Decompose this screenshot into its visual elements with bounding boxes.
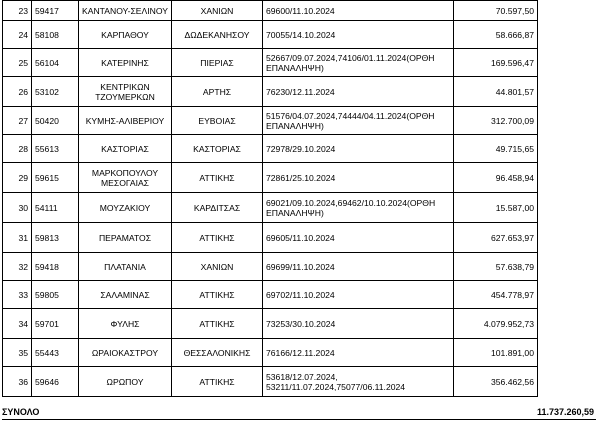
row-region: ΚΑΣΤΟΡΙΑΣ — [172, 135, 263, 163]
row-region: ΘΕΣΣΑΛΟΝΙΚΗΣ — [172, 339, 263, 367]
row-region: ΑΤΤΙΚΗΣ — [172, 367, 263, 397]
row-region: ΑΤΤΙΚΗΣ — [172, 163, 263, 193]
row-decision: 51576/04.07.2024,74444/04.11.2024(ΟΡΘΗ ΕΠΑΝΑΛΗΨΗ) — [263, 107, 454, 135]
row-municipality: ΚΑΡΠΑΘΟΥ — [79, 21, 172, 49]
total-row — [0, 406, 596, 420]
total-value: 11.737.260,59 — [536, 407, 594, 417]
total-label: ΣΥΝΟΛΟ — [2, 407, 40, 417]
row-index: 26 — [3, 77, 32, 107]
row-index: 35 — [3, 339, 32, 367]
row-amount: 627.653,97 — [454, 223, 538, 253]
row-region: ΕΥΒΟΙΑΣ — [172, 107, 263, 135]
row-amount: 58.666,87 — [454, 21, 538, 49]
row-amount: 454.778,97 — [454, 281, 538, 309]
row-index: 30 — [3, 193, 32, 223]
row-code: 55443 — [32, 339, 79, 367]
row-municipality: ΜΟΥΖΑΚΙΟΥ — [79, 193, 172, 223]
row-decision: 53618/12.07.2024, 53211/11.07.2024,75077/06.11.2024 — [263, 367, 454, 397]
row-amount: 49.715,65 — [454, 135, 538, 163]
row-region: ΑΤΤΙΚΗΣ — [172, 281, 263, 309]
row-code: 56104 — [32, 49, 79, 77]
table-row — [3, 49, 538, 77]
row-code: 59813 — [32, 223, 79, 253]
row-code: 59805 — [32, 281, 79, 309]
table-row — [3, 1, 538, 21]
row-index: 32 — [3, 253, 32, 281]
table-row — [3, 163, 538, 193]
row-region: ΧΑΝΙΩΝ — [172, 253, 263, 281]
row-code: 58108 — [32, 21, 79, 49]
row-index: 34 — [3, 309, 32, 339]
row-decision: 72861/25.10.2024 — [263, 163, 454, 193]
table-row — [3, 21, 538, 49]
row-index: 24 — [3, 21, 32, 49]
row-decision: 52667/09.07.2024,74106/01.11.2024(ΟΡΘΗ ΕΠΑΝΑΛΗΨΗ) — [263, 49, 454, 77]
row-decision: 69699/11.10.2024 — [263, 253, 454, 281]
row-index: 23 — [3, 1, 32, 21]
table-row — [3, 193, 538, 223]
table-row — [3, 107, 538, 135]
row-region: ΧΑΝΙΩΝ — [172, 1, 263, 21]
row-decision: 76166/12.11.2024 — [263, 339, 454, 367]
table-row — [3, 135, 538, 163]
row-code: 54111 — [32, 193, 79, 223]
table-row — [3, 77, 538, 107]
table-row — [3, 309, 538, 339]
row-municipality: ΚΑΣΤΟΡΙΑΣ — [79, 135, 172, 163]
row-region: ΠΙΕΡΙΑΣ — [172, 49, 263, 77]
row-amount: 15.587,00 — [454, 193, 538, 223]
row-amount: 96.458,94 — [454, 163, 538, 193]
row-index: 36 — [3, 367, 32, 397]
row-region: ΑΤΤΙΚΗΣ — [172, 309, 263, 339]
table-row — [3, 367, 538, 397]
row-municipality: ΚΑΝΤΑΝΟΥ-ΣΕΛΙΝΟΥ — [79, 1, 172, 21]
funding-table — [2, 0, 538, 397]
row-code: 53102 — [32, 77, 79, 107]
row-decision: 72978/29.10.2024 — [263, 135, 454, 163]
row-code: 55613 — [32, 135, 79, 163]
row-amount: 169.596,47 — [454, 49, 538, 77]
row-code: 59417 — [32, 1, 79, 21]
row-code: 50420 — [32, 107, 79, 135]
table-body — [3, 1, 538, 397]
row-amount: 57.638,79 — [454, 253, 538, 281]
row-code: 59646 — [32, 367, 79, 397]
row-index: 25 — [3, 49, 32, 77]
row-municipality: ΚΑΤΕΡΙΝΗΣ — [79, 49, 172, 77]
row-municipality: ΩΡΑΙΟΚΑΣΤΡΟΥ — [79, 339, 172, 367]
row-municipality: ΠΛΑΤΑΝΙΑ — [79, 253, 172, 281]
table-row — [3, 339, 538, 367]
table-row — [3, 223, 538, 253]
row-municipality: ΚΕΝΤΡΙΚΩΝ ΤΖΟΥΜΕΡΚΩΝ — [79, 77, 172, 107]
row-amount: 312.700,09 — [454, 107, 538, 135]
row-municipality: ΠΕΡΑΜΑΤΟΣ — [79, 223, 172, 253]
row-municipality: ΦΥΛΗΣ — [79, 309, 172, 339]
row-decision: 69600/11.10.2024 — [263, 1, 454, 21]
table-row — [3, 253, 538, 281]
row-region: ΚΑΡΔΙΤΣΑΣ — [172, 193, 263, 223]
row-index: 29 — [3, 163, 32, 193]
row-decision: 69702/11.10.2024 — [263, 281, 454, 309]
row-decision: 76230/12.11.2024 — [263, 77, 454, 107]
row-index: 33 — [3, 281, 32, 309]
row-amount: 101.891,00 — [454, 339, 538, 367]
row-municipality: ΜΑΡΚΟΠΟΥΛΟΥ ΜΕΣΟΓΑΙΑΣ — [79, 163, 172, 193]
row-municipality: ΣΑΛΑΜΙΝΑΣ — [79, 281, 172, 309]
row-decision: 69021/09.10.2024,69462/10.10.2024(ΟΡΘΗ ΕΠΑΝΑΛΗΨΗ) — [263, 193, 454, 223]
table-row — [3, 281, 538, 309]
row-municipality: ΚΥΜΗΣ-ΑΛΙΒΕΡΙΟΥ — [79, 107, 172, 135]
row-region: ΔΩΔΕΚΑΝΗΣΟΥ — [172, 21, 263, 49]
row-amount: 44.801,57 — [454, 77, 538, 107]
bottom-rule — [2, 419, 596, 420]
row-code: 59418 — [32, 253, 79, 281]
row-amount: 70.597,50 — [454, 1, 538, 21]
row-amount: 4.079.952,73 — [454, 309, 538, 339]
row-index: 27 — [3, 107, 32, 135]
row-decision: 69605/11.10.2024 — [263, 223, 454, 253]
row-region: ΑΤΤΙΚΗΣ — [172, 223, 263, 253]
row-index: 28 — [3, 135, 32, 163]
row-code: 59615 — [32, 163, 79, 193]
row-code: 59701 — [32, 309, 79, 339]
row-decision: 73253/30.10.2024 — [263, 309, 454, 339]
row-decision: 70055/14.10.2024 — [263, 21, 454, 49]
row-region: ΑΡΤΗΣ — [172, 77, 263, 107]
row-amount: 356.462,56 — [454, 367, 538, 397]
row-index: 31 — [3, 223, 32, 253]
row-municipality: ΩΡΩΠΟΥ — [79, 367, 172, 397]
